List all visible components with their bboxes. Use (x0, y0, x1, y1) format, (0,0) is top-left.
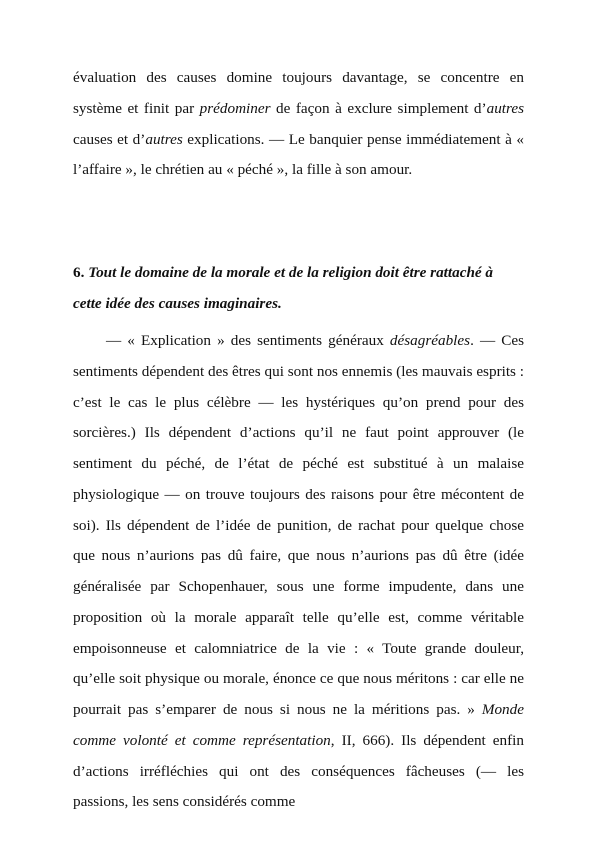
paragraph-2-text: , II, 666). Ils dépendent enfin d’actions irréfléchies qui ont des conséquences fâcheuses (— les passions, les sens considérés comme (73, 731, 524, 811)
paragraph-1-text: causes et d’ (73, 130, 146, 148)
emphasis-autres: autres (486, 99, 524, 117)
emphasis-autres: autres (145, 130, 183, 148)
section-number: 6. (73, 264, 85, 281)
emphasis-desagreables: désagréables (389, 332, 471, 349)
paragraph-1-text: évaluation des causes domine toujours davantage, se concentre en système et finit par (73, 69, 524, 117)
paragraph-1 (73, 63, 524, 186)
paragraph-2-text: . — Ces sentiments dépendent des êtres qui sont nos ennemis (les mauvais esprits : c’est le cas le plus célèbre — les hystériques qu’on prend pour des sorcières.) Ils dépendent d’actions qu’il ne faut point approuver (le sentiment du péché, de l’état de péché est substitué à un malaise physiologique — on trouve toujours des raisons pour être mécontent de soi). Ils dépendent de l’idée de punition, de rachat pour quelque chose que nous n’aurions pas dû faire, que nous n’aurions pas dû être (idée généralisée par Schopenhauer, sous une forme impudente, dans une proposition où la morale apparaît telle qu’elle est, comme véritable empoisonneuse et calomniatrice de la vie : « Toute grande douleur, qu’elle soit physique ou morale, énonce ce que nous méritons : car elle ne pourrait pas s’emparer de nous si nous ne la méritions pas. » (73, 332, 525, 718)
paragraph-2 (73, 326, 524, 818)
paragraph-1-text: de façon à exclure simplement d’ (270, 99, 487, 117)
emphasis-predominer: prédominer (199, 99, 271, 117)
section-heading (73, 258, 524, 320)
section-title: Tout le domaine de la morale et de la religion doit être rattaché à cette idée des causes imaginaires. (73, 264, 494, 312)
paragraph-2-text: — « Explication » des sentiments généraux (106, 332, 390, 349)
paragraph-1-text: explications. — Le banquier pense immédiatement à « l’affaire », le chrétien au « péché », la fille à son amour. (73, 130, 524, 179)
book-title: Monde comme volonté et comme représentation (73, 701, 524, 749)
